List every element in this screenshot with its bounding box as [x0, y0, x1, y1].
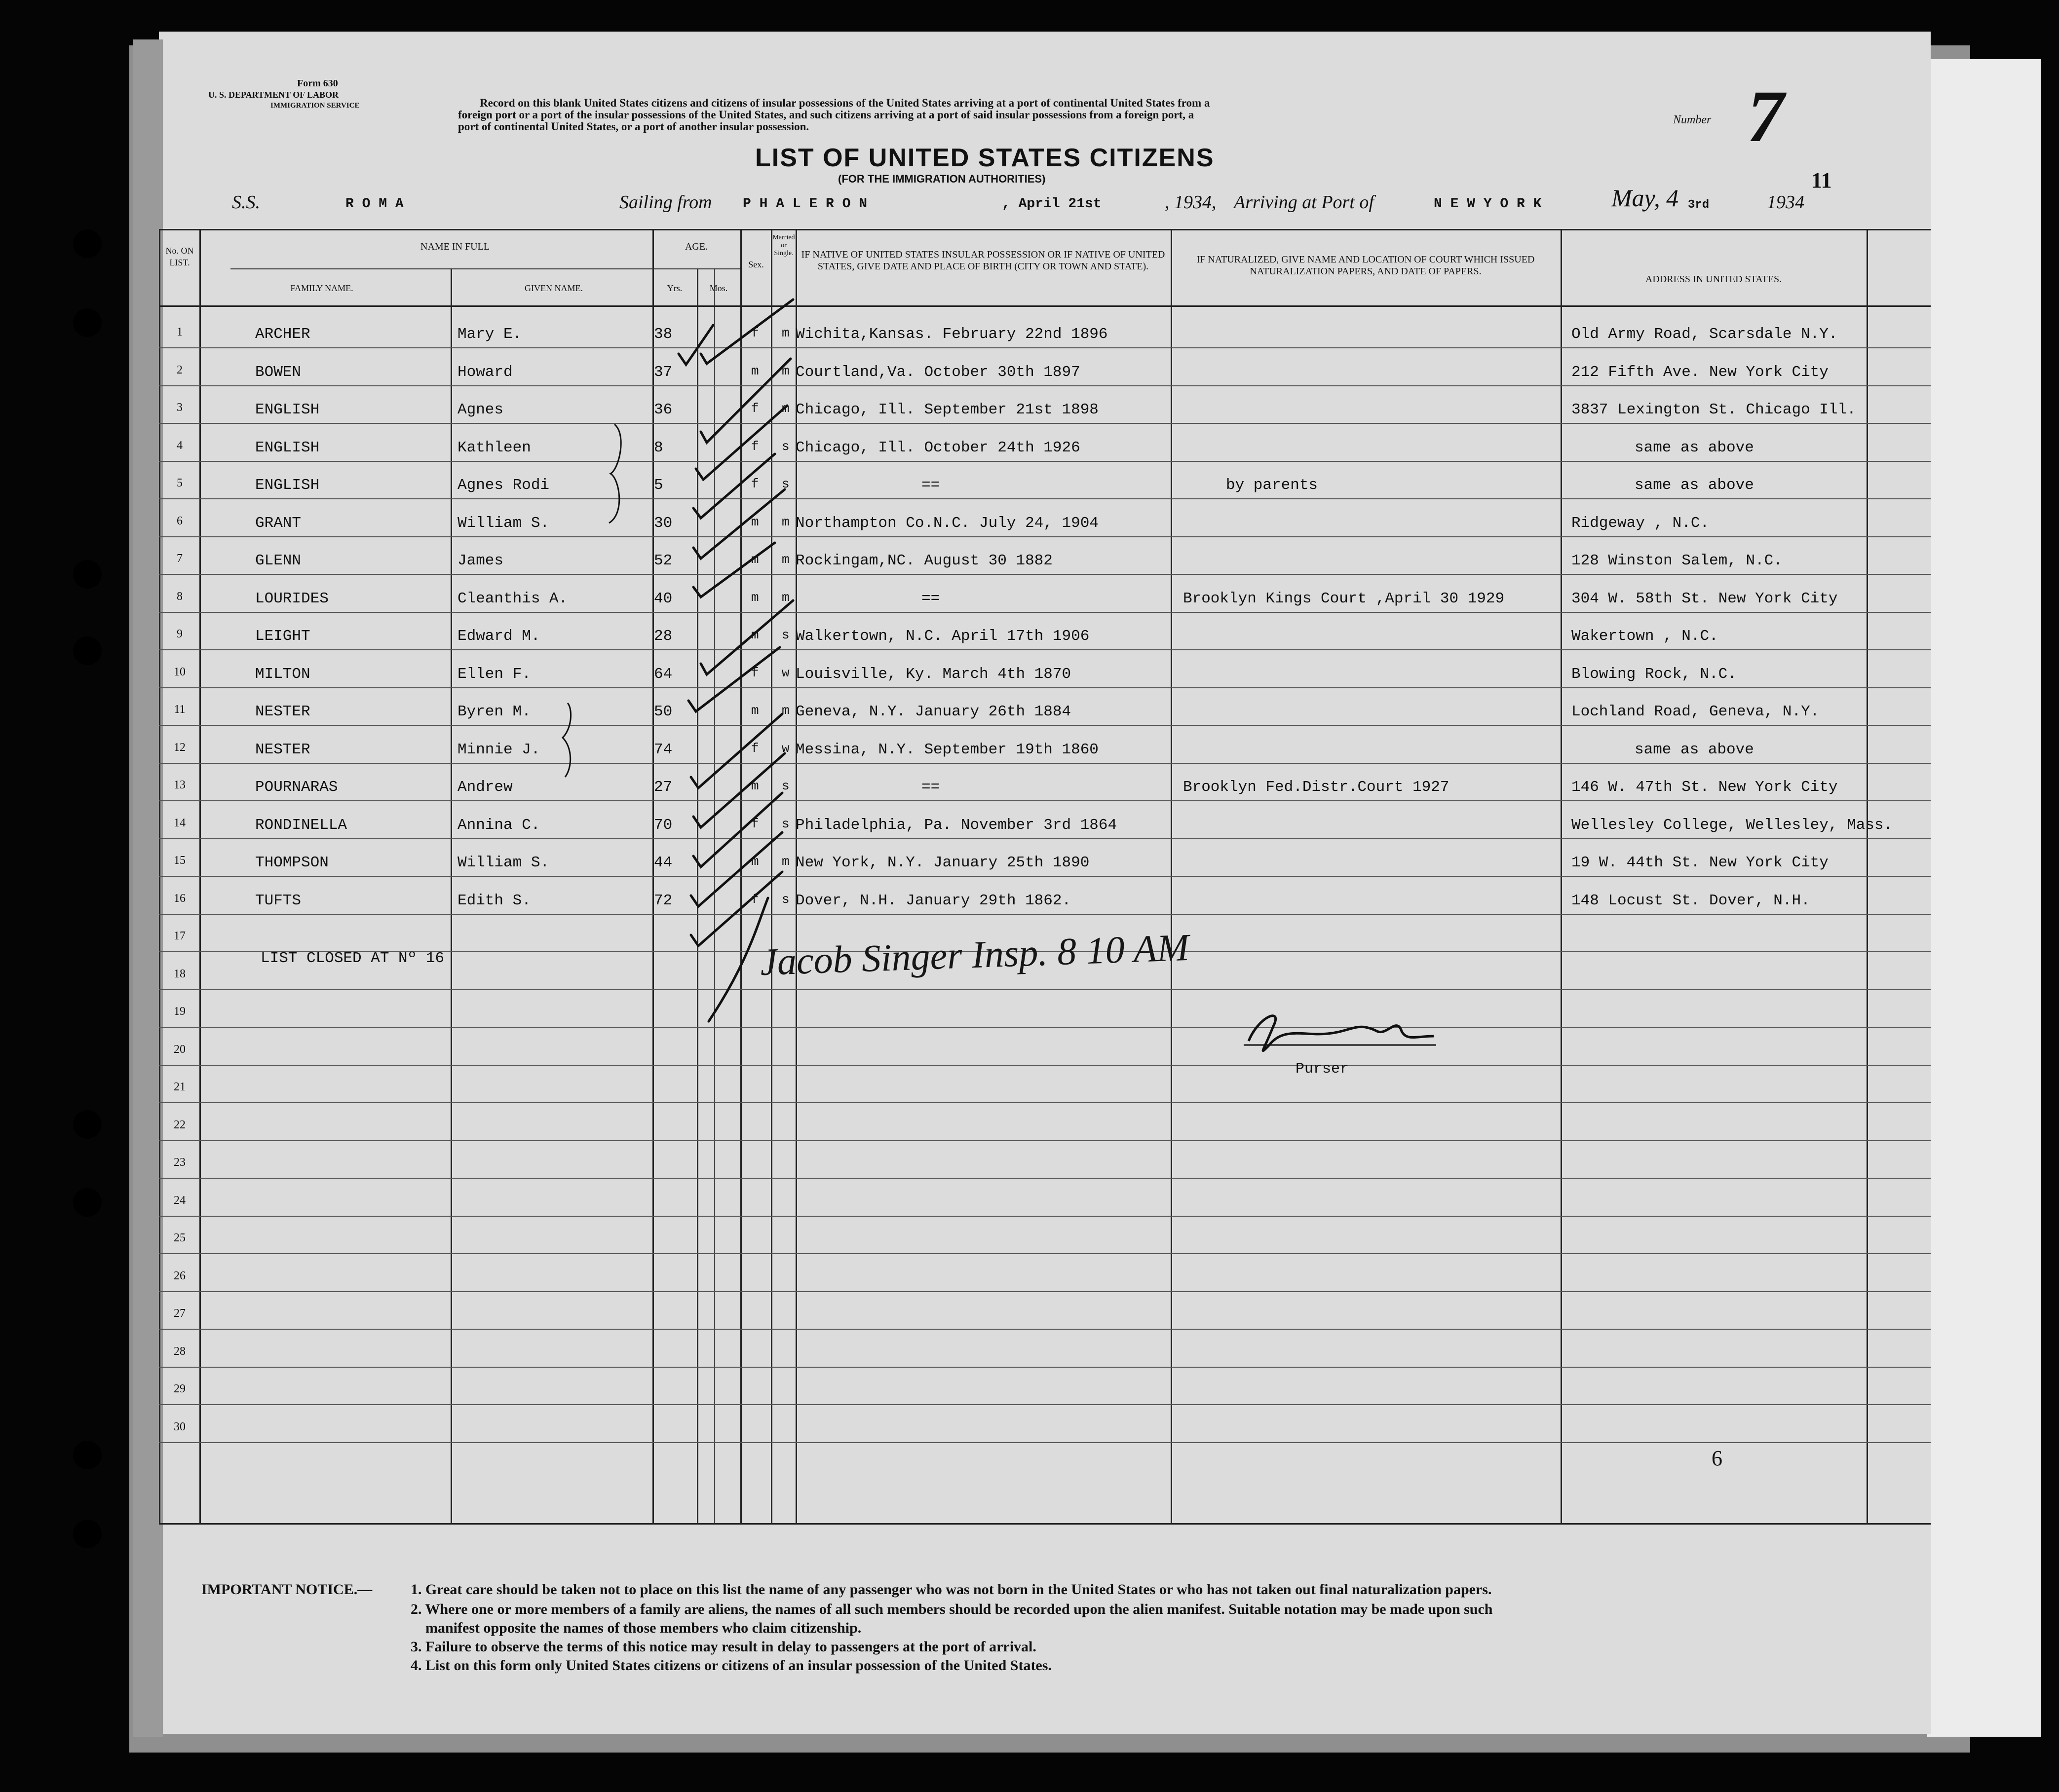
- age-cell: 5: [654, 477, 663, 494]
- given-name-cell: Agnes: [458, 401, 504, 418]
- address-cell: same as above: [1635, 477, 1754, 494]
- birthplace-cell: ==: [921, 779, 940, 796]
- row-number: 11: [174, 703, 186, 716]
- address-cell: Wellesley College, Wellesley, Mass.: [1571, 816, 1893, 834]
- row-number: 10: [174, 665, 186, 678]
- sex-cell: m: [751, 628, 759, 642]
- birthplace-cell: Dover, N.H. January 29th 1862.: [796, 892, 1071, 909]
- header-address: ADDRESS IN UNITED STATES.: [1645, 274, 1782, 285]
- family-name-cell: ENGLISH: [255, 477, 320, 494]
- family-name-cell: ENGLISH: [255, 401, 320, 418]
- birthplace-cell: Walkertown, N.C. April 17th 1906: [796, 628, 1090, 645]
- birthplace-cell: New York, N.Y. January 25th 1890: [796, 854, 1090, 871]
- row-number: 25: [174, 1232, 186, 1244]
- sex-cell: f: [751, 401, 759, 416]
- notice-item-4: 4. List on this form only United States citizens or citizens of an insular possession of the United States.: [411, 1657, 1052, 1674]
- header-family-name: FAMILY NAME.: [290, 283, 353, 293]
- sex-cell: f: [751, 892, 759, 907]
- number-extra-mark: 11: [1811, 168, 1832, 192]
- address-cell: Ridgeway , N.C.: [1571, 514, 1710, 532]
- given-name-cell: William S.: [458, 854, 550, 871]
- family-name-cell: LOURIDES: [255, 590, 329, 607]
- family-name-cell: GRANT: [255, 514, 302, 532]
- address-cell: 304 W. 58th St. New York City: [1571, 590, 1838, 607]
- naturalization-cell: Brooklyn Fed.Distr.Court 1927: [1183, 779, 1449, 796]
- arrival-date-typed: 3rd: [1688, 198, 1710, 212]
- header-age: AGE.: [685, 241, 708, 252]
- notice-item-2: 2. Where one or more members of a family are aliens, the names of all such members should be recorded upon the alien manifest. Suitable notation may be made upon such: [411, 1601, 1493, 1617]
- family-name-cell: MILTON: [255, 665, 310, 683]
- birthplace-cell: Chicago, Ill. September 21st 1898: [796, 401, 1099, 418]
- page-mark: 6: [1712, 1446, 1722, 1470]
- age-cell: 38: [654, 326, 673, 343]
- form-number: Form 630: [297, 78, 338, 89]
- given-name-cell: Cleanthis A.: [458, 590, 568, 607]
- sex-cell: f: [751, 816, 759, 831]
- inspector-signature: Jacob Singer Insp. 8 10 AM: [759, 925, 1190, 984]
- address-cell: same as above: [1635, 439, 1754, 456]
- header-no-on-list: No. ON LIST.: [165, 246, 194, 267]
- sex-cell: m: [751, 703, 759, 718]
- given-name-cell: Minnie J.: [458, 741, 540, 758]
- purser-signature: [1239, 987, 1446, 1066]
- notice-item-1: 1. Great care should be taken not to place on this list the name of any passenger who was not born in the United States or who has not taken out final naturalization papers.: [411, 1581, 1492, 1598]
- birthplace-cell: ==: [921, 477, 940, 494]
- row-number: 30: [174, 1420, 186, 1433]
- address-cell: 19 W. 44th St. New York City: [1571, 854, 1829, 871]
- birthplace-cell: Messina, N.Y. September 19th 1860: [796, 741, 1099, 758]
- birthplace-cell: Courtland,Va. October 30th 1897: [796, 363, 1080, 381]
- address-cell: Lochland Road, Geneva, N.Y.: [1571, 703, 1820, 720]
- given-name-cell: Andrew: [458, 779, 513, 796]
- row-number: 5: [177, 477, 183, 489]
- header-sex: Sex.: [748, 260, 764, 269]
- marital-status-cell: s: [782, 439, 790, 454]
- marital-status-cell: m: [782, 854, 790, 869]
- address-cell: Wakertown , N.C.: [1571, 628, 1718, 645]
- row-number: 7: [177, 552, 183, 565]
- purser-label: Purser: [1296, 1061, 1349, 1078]
- department-name: U. S. DEPARTMENT OF LABOR: [208, 90, 339, 100]
- row-number: 28: [174, 1344, 186, 1358]
- age-cell: 40: [654, 590, 673, 607]
- family-name-cell: ENGLISH: [255, 439, 320, 456]
- arrival-year: 1934: [1767, 192, 1804, 213]
- departure-port: P H A L E R O N: [743, 196, 868, 212]
- given-name-cell: Edith S.: [458, 892, 531, 909]
- row-number: 29: [174, 1382, 186, 1395]
- address-cell: 212 Fifth Ave. New York City: [1571, 363, 1829, 381]
- family-name-cell: LEIGHT: [255, 628, 310, 645]
- birthplace-cell: Chicago, Ill. October 24th 1926: [796, 439, 1080, 456]
- row-number: 26: [174, 1269, 186, 1282]
- notice-item-3: 3. Failure to observe the terms of this notice may result in delay to passengers at the port of arrival.: [411, 1639, 1036, 1655]
- number-label: Number: [1673, 113, 1712, 126]
- marital-status-cell: s: [782, 816, 790, 831]
- birthplace-cell: Wichita,Kansas. February 22nd 1896: [796, 326, 1108, 343]
- row-number: 16: [174, 892, 186, 905]
- sex-cell: m: [751, 590, 759, 605]
- age-cell: 8: [654, 439, 663, 456]
- address-cell: Blowing Rock, N.C.: [1571, 665, 1737, 683]
- marital-status-cell: s: [782, 477, 790, 491]
- sex-cell: f: [751, 439, 759, 454]
- row-number: 13: [174, 779, 186, 791]
- marital-status-cell: w: [782, 741, 790, 756]
- ship-name: R O M A: [345, 196, 404, 212]
- page-title: LIST OF UNITED STATES CITIZENS: [755, 144, 1215, 172]
- age-cell: 27: [654, 779, 673, 796]
- given-name-cell: James: [458, 552, 504, 569]
- family-name-cell: THOMPSON: [255, 854, 329, 871]
- age-cell: 72: [654, 892, 673, 909]
- marital-status-cell: s: [782, 628, 790, 642]
- sex-cell: f: [751, 477, 759, 491]
- sex-cell: m: [751, 514, 759, 529]
- notice-heading: IMPORTANT NOTICE.—: [201, 1581, 373, 1598]
- row-number: 21: [174, 1081, 186, 1093]
- arriving-label: Arriving at Port of: [1234, 192, 1374, 213]
- age-cell: 28: [654, 628, 673, 645]
- instructions-line-2: foreign port or a port of the insular possessions of the United States, and such citizens arriving at a port of said insular possessions from a foreign port, a: [458, 109, 1194, 121]
- row-number: 3: [177, 401, 183, 414]
- given-name-cell: Edward M.: [458, 628, 540, 645]
- instructions-line-3: port of continental United States, or a port of another insular possession.: [458, 120, 809, 133]
- marital-status-cell: m: [782, 590, 790, 605]
- family-name-cell: GLENN: [255, 552, 302, 569]
- naturalization-cell: by parents: [1226, 477, 1318, 494]
- service-name: IMMIGRATION SERVICE: [270, 102, 360, 110]
- row-number: 15: [174, 854, 186, 867]
- header-mos: Mos.: [709, 283, 728, 293]
- row-number: 23: [174, 1156, 186, 1169]
- arrival-port: N E W Y O R K: [1434, 196, 1542, 212]
- address-cell: same as above: [1635, 741, 1754, 758]
- instructions-line-1: Record on this blank United States citizens and citizens of insular possessions of the United States arriving at a port of continental United States from a: [480, 97, 1210, 109]
- address-cell: 3837 Lexington St. Chicago Ill.: [1571, 401, 1856, 418]
- address-cell: Old Army Road, Scarsdale N.Y.: [1571, 326, 1838, 343]
- age-cell: 36: [654, 401, 673, 418]
- given-name-cell: Mary E.: [458, 326, 522, 343]
- marital-status-cell: s: [782, 779, 790, 793]
- list-closed-note: LIST CLOSED AT Nº 16: [261, 950, 445, 967]
- marital-status-cell: s: [782, 892, 790, 907]
- age-cell: 70: [654, 816, 673, 834]
- sex-cell: m: [751, 854, 759, 869]
- birthplace-cell: ==: [921, 590, 940, 607]
- birthplace-cell: Northampton Co.N.C. July 24, 1904: [796, 514, 1099, 532]
- family-name-cell: NESTER: [255, 741, 310, 758]
- birthplace-cell: Philadelphia, Pa. November 3rd 1864: [796, 816, 1117, 834]
- address-cell: 148 Locust St. Dover, N.H.: [1571, 892, 1810, 909]
- row-number: 19: [174, 1005, 186, 1018]
- marital-status-cell: m: [782, 514, 790, 529]
- row-number: 1: [177, 326, 183, 338]
- sex-cell: f: [751, 665, 759, 680]
- marital-status-cell: m: [782, 401, 790, 416]
- marital-status-cell: m: [782, 363, 790, 378]
- given-name-cell: Byren M.: [458, 703, 531, 720]
- given-name-cell: Annina C.: [458, 816, 540, 834]
- row-number: 6: [177, 514, 183, 527]
- row-number: 22: [174, 1118, 186, 1131]
- age-cell: 74: [654, 741, 673, 758]
- sailing-year: , 1934,: [1165, 192, 1217, 213]
- row-number: 12: [174, 741, 186, 754]
- row-number: 17: [174, 930, 186, 942]
- given-name-cell: Howard: [458, 363, 513, 381]
- row-number: 24: [174, 1194, 186, 1207]
- header-place-of-birth: IF NATIVE OF UNITED STATES INSULAR POSSESSION OR IF NATIVE OF UNITED STATES, GIVE DATE AND PLACE OF BIRTH (CITY OR TOWN AND STATE).: [801, 249, 1165, 272]
- given-name-cell: William S.: [458, 514, 550, 532]
- address-cell: 146 W. 47th St. New York City: [1571, 779, 1838, 796]
- sex-cell: m: [751, 779, 759, 793]
- address-cell: 128 Winston Salem, N.C.: [1571, 552, 1783, 569]
- header-naturalization: IF NATURALIZED, GIVE NAME AND LOCATION OF COURT WHICH ISSUED NATURALIZATION PAPERS, AND DATE OF PAPERS.: [1196, 254, 1535, 277]
- sex-cell: m: [751, 363, 759, 378]
- age-cell: 44: [654, 854, 673, 871]
- sailing-from-label: Sailing from: [619, 192, 712, 213]
- header-yrs: Yrs.: [667, 283, 683, 293]
- sex-cell: m: [751, 552, 759, 567]
- header-married-single: Married or Single.: [772, 234, 795, 257]
- birthplace-cell: Louisville, Ky. March 4th 1870: [796, 665, 1071, 683]
- birthplace-cell: Rockingam,NC. August 30 1882: [796, 552, 1053, 569]
- ss-label: S.S.: [232, 192, 260, 213]
- sex-cell: f: [751, 741, 759, 756]
- age-cell: 37: [654, 363, 673, 381]
- given-name-cell: Agnes Rodi: [458, 477, 550, 494]
- row-number: 2: [177, 363, 183, 376]
- row-number: 27: [174, 1307, 186, 1320]
- header-given-name: GIVEN NAME.: [525, 283, 583, 293]
- marital-status-cell: w: [782, 665, 790, 680]
- family-name-cell: BOWEN: [255, 363, 302, 381]
- family-name-cell: RONDINELLA: [255, 816, 347, 834]
- family-name-cell: NESTER: [255, 703, 310, 720]
- number-value: 7: [1747, 75, 1784, 157]
- row-number: 9: [177, 628, 183, 640]
- sailing-date: , April 21st: [1002, 196, 1102, 212]
- age-cell: 52: [654, 552, 673, 569]
- page-subtitle: (FOR THE IMMIGRATION AUTHORITIES): [838, 173, 1046, 185]
- family-name-cell: ARCHER: [255, 326, 310, 343]
- given-name-cell: Ellen F.: [458, 665, 531, 683]
- arrival-date-handwritten: May, 4: [1611, 184, 1679, 212]
- header-name-in-full: NAME IN FULL: [420, 241, 490, 252]
- marital-status-cell: m: [782, 326, 790, 340]
- row-number: 4: [177, 439, 183, 452]
- row-number: 14: [174, 816, 186, 829]
- naturalization-cell: Brooklyn Kings Court ,April 30 1929: [1183, 590, 1505, 607]
- row-number: 8: [177, 590, 183, 603]
- family-name-cell: TUFTS: [255, 892, 302, 909]
- age-cell: 64: [654, 665, 673, 683]
- age-cell: 50: [654, 703, 673, 720]
- age-cell: 30: [654, 514, 673, 532]
- row-number: 20: [174, 1043, 186, 1056]
- marital-status-cell: m: [782, 552, 790, 567]
- row-number: 18: [174, 967, 186, 980]
- birthplace-cell: Geneva, N.Y. January 26th 1884: [796, 703, 1071, 720]
- family-name-cell: POURNARAS: [255, 779, 338, 796]
- marital-status-cell: m: [782, 703, 790, 718]
- given-name-cell: Kathleen: [458, 439, 531, 456]
- notice-item-2-cont: manifest opposite the names of those members who claim citizenship.: [425, 1620, 862, 1636]
- sex-cell: f: [751, 326, 759, 340]
